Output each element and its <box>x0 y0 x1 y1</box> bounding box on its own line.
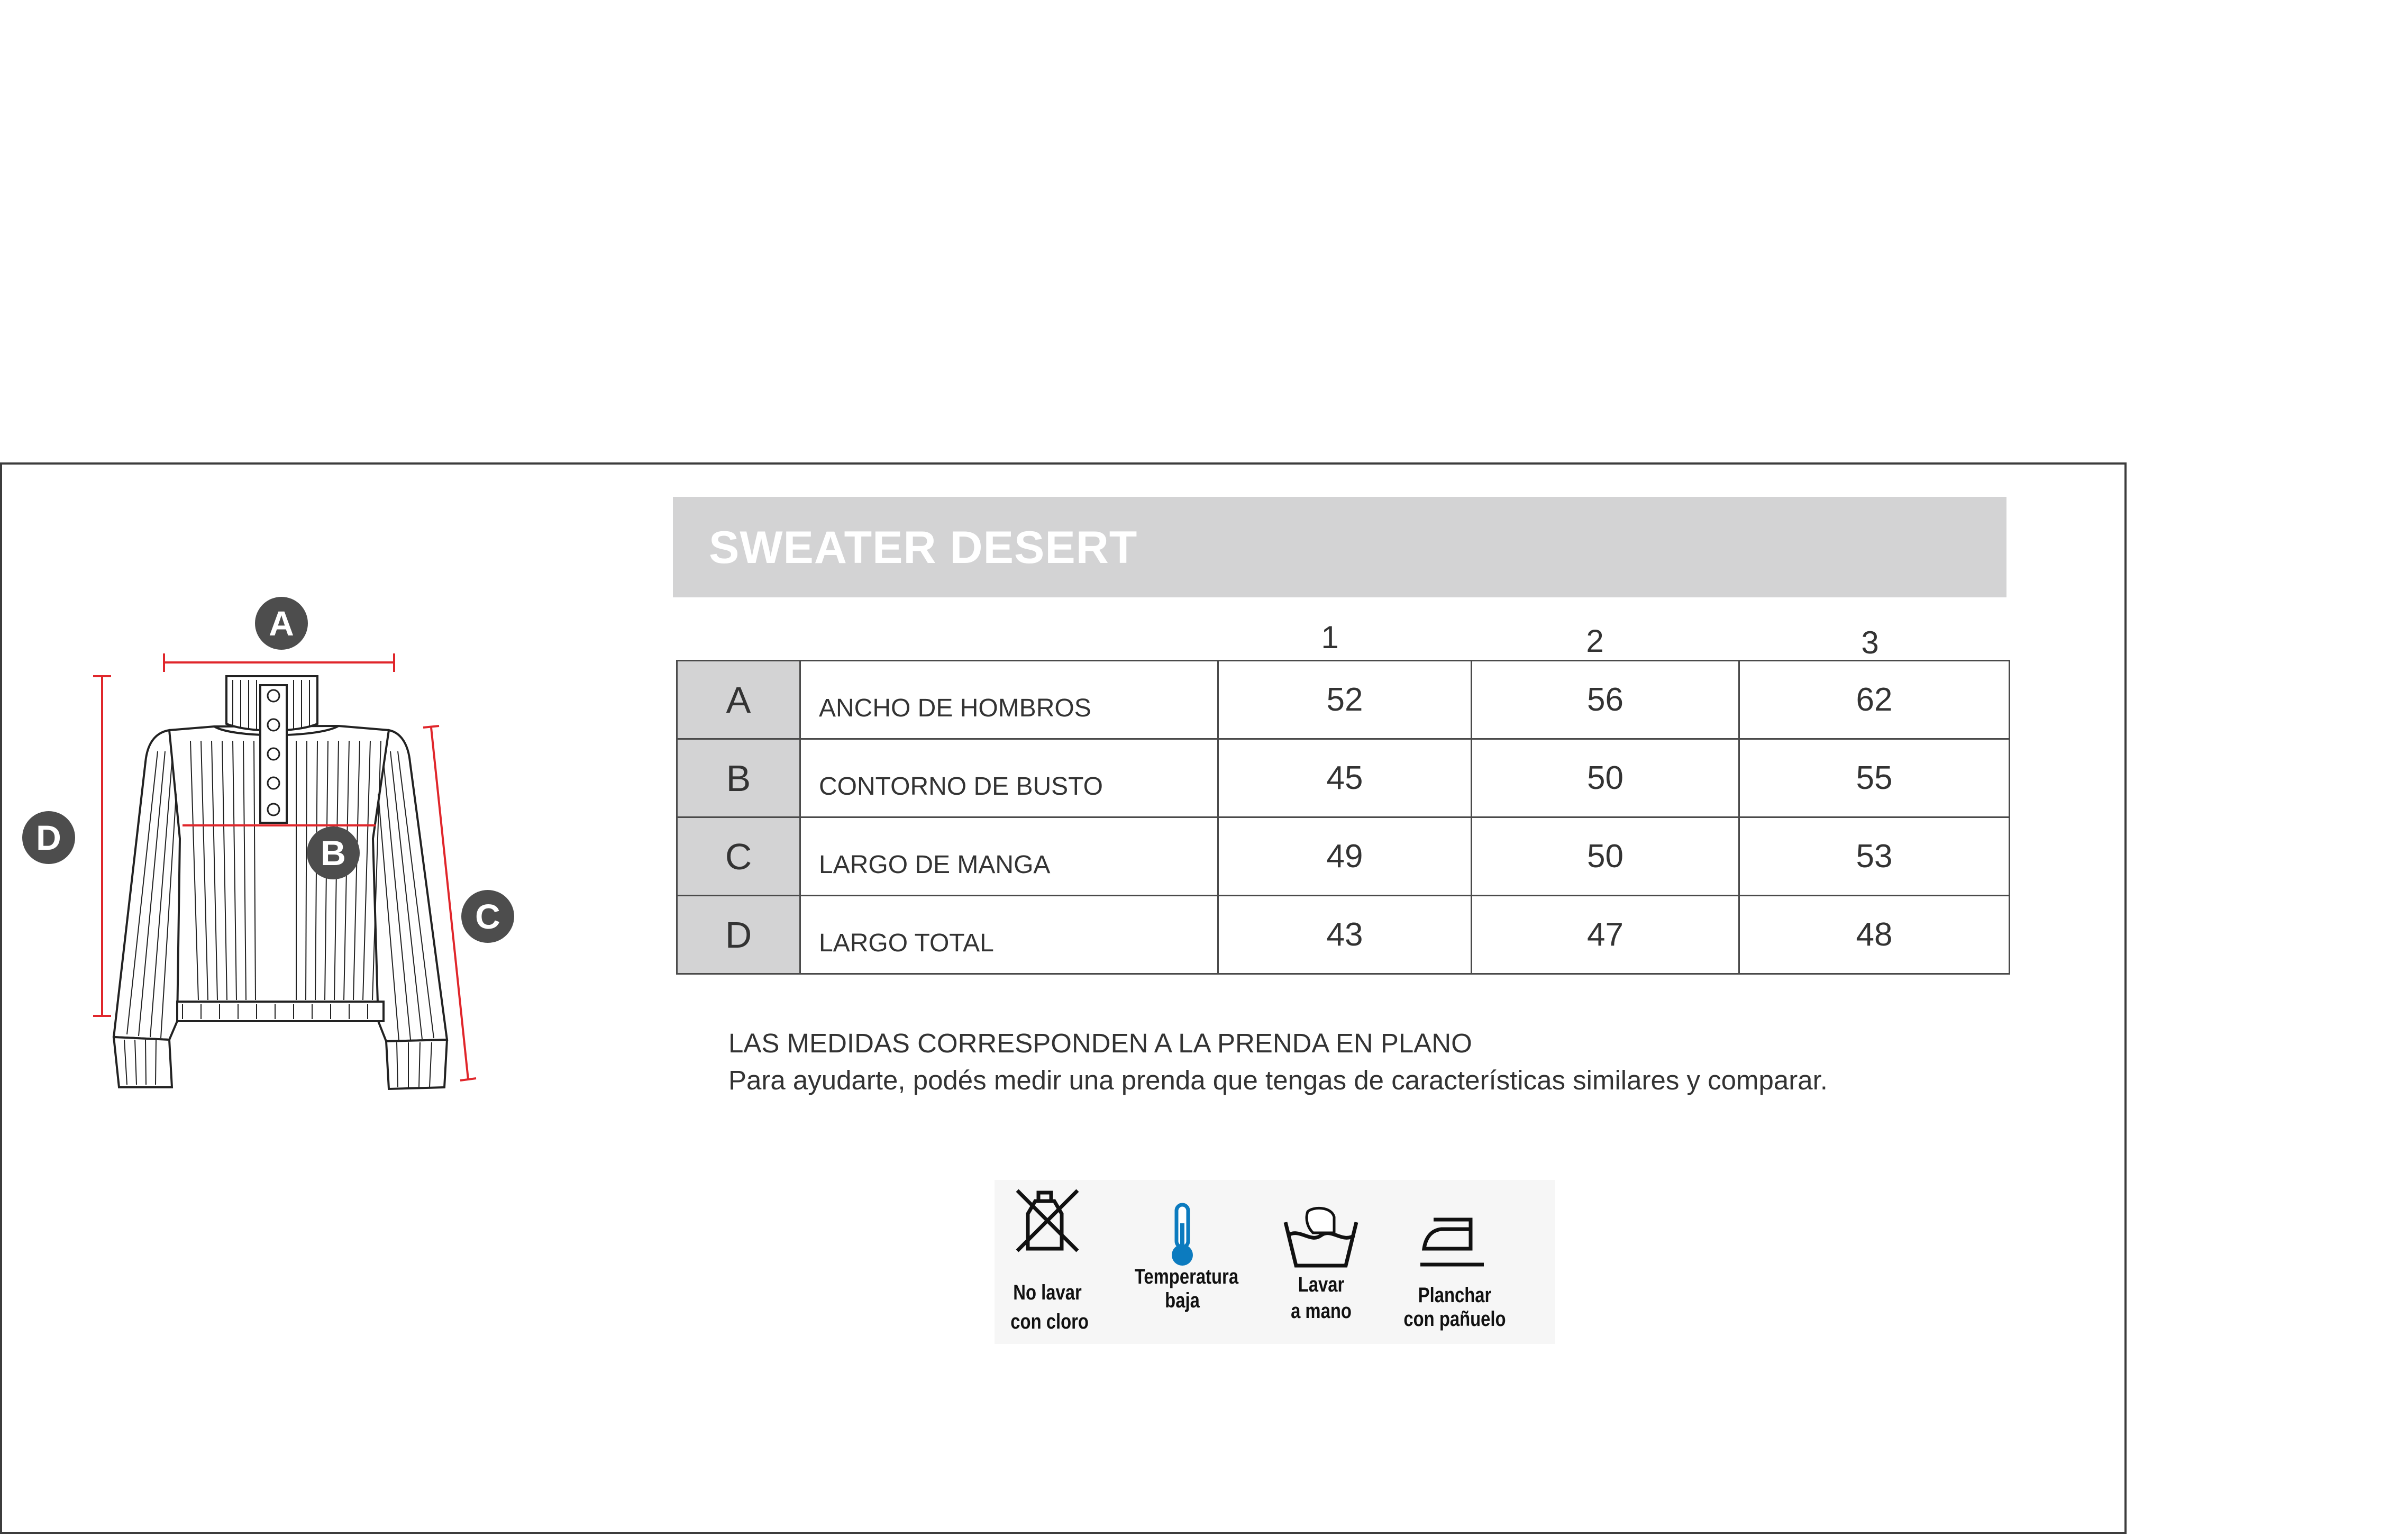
care-label-line2: con pañuelo <box>1403 1307 1506 1331</box>
help-note: Para ayudarte, podés medir una prenda que tengas de características similares y comparar. <box>728 1065 1828 1095</box>
row-label: ANCHO DE HOMBROS <box>800 661 1218 739</box>
size-table <box>676 660 2010 975</box>
table-row <box>677 661 2010 739</box>
table-row <box>677 817 2010 896</box>
row-label: CONTORNO DE BUSTO <box>800 739 1218 817</box>
marker-a: A <box>255 597 308 650</box>
care-label-line1: Temperatura <box>1134 1265 1239 1288</box>
cell-value: 50 <box>1472 817 1739 896</box>
row-letter: B <box>677 739 800 817</box>
care-label-line1: No lavar <box>1013 1281 1082 1304</box>
cell-value: 48 <box>1739 896 2010 974</box>
cell-value: 56 <box>1472 661 1739 739</box>
iron-icon <box>1418 1209 1492 1273</box>
cell-value: 47 <box>1472 896 1739 974</box>
care-item-hand-wash <box>1275 1180 1367 1344</box>
care-item-no-bleach <box>1002 1180 1092 1344</box>
care-item-low-temperature <box>1124 1180 1241 1344</box>
marker-b: B <box>307 826 360 879</box>
cell-value: 43 <box>1218 896 1472 974</box>
cell-value: 53 <box>1739 817 2010 896</box>
product-title: SWEATER DESERT <box>709 522 1138 573</box>
table-row <box>677 739 2010 817</box>
measure-note: LAS MEDIDAS CORRESPONDEN A LA PRENDA EN PLANO <box>728 1028 1472 1058</box>
care-label-line1: Planchar <box>1418 1284 1492 1307</box>
size-header-3: 3 <box>1861 625 1879 660</box>
care-panel <box>995 1180 1555 1344</box>
care-label-line2: con cloro <box>1010 1310 1089 1333</box>
marker-d: D <box>22 811 75 864</box>
care-label-line1: Lavar <box>1298 1273 1345 1296</box>
row-label: LARGO TOTAL <box>800 896 1218 974</box>
cell-value: 55 <box>1739 739 2010 817</box>
row-letter: D <box>677 896 800 974</box>
cell-value: 52 <box>1218 661 1472 739</box>
hand-wash-icon <box>1281 1206 1361 1270</box>
care-label-line2: a mano <box>1291 1299 1352 1323</box>
sweater-diagram <box>0 582 540 1111</box>
marker-c: C <box>461 890 514 943</box>
care-item-iron <box>1391 1180 1518 1344</box>
size-header-1: 1 <box>1321 620 1339 655</box>
thermometer-icon <box>1164 1202 1201 1271</box>
cell-value: 50 <box>1472 739 1739 817</box>
row-label: LARGO DE MANGA <box>800 817 1218 896</box>
cell-value: 45 <box>1218 739 1472 817</box>
row-letter: A <box>677 661 800 739</box>
table-row <box>677 896 2010 974</box>
cell-value: 62 <box>1739 661 2010 739</box>
row-letter: C <box>677 817 800 896</box>
size-header-2: 2 <box>1586 623 1604 659</box>
care-label-line2: baja <box>1165 1289 1200 1312</box>
no-bleach-icon <box>1013 1186 1082 1255</box>
cell-value: 49 <box>1218 817 1472 896</box>
